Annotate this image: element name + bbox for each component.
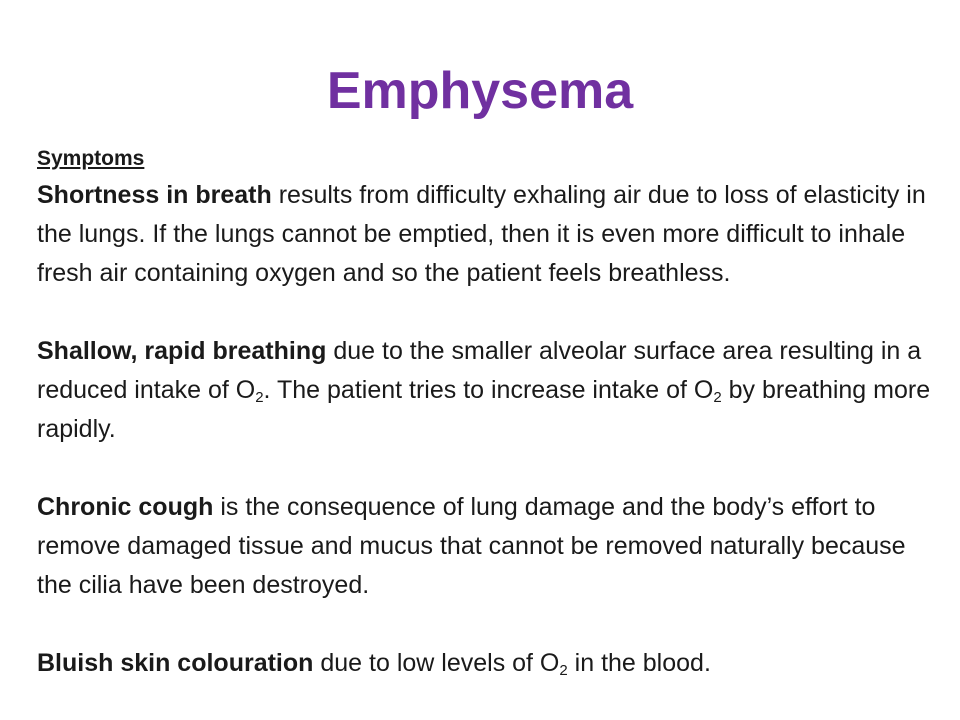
symptom-description: by breathing more rapidly. [37,376,931,443]
symptom-description: . The patient tries to increase intake of O [263,376,714,404]
symptom-description: is the consequence of lung damage and the body’s effort to remove damaged tissue and mucus that cannot be removed naturally because the cilia have been destroyed. [37,493,906,599]
symptom-term: Shallow, rapid breathing [37,337,327,365]
subscript: 2 [559,662,568,679]
subscript: 2 [255,389,264,406]
symptom-term: Chronic cough [37,493,214,521]
slide-body [37,142,937,683]
paragraph-gap [37,293,937,332]
symptom-shallow-breathing [37,332,937,449]
paragraph-gap [37,605,937,644]
symptom-description: due to the smaller alveolar surface area resulting in a reduced intake of O [37,337,922,404]
symptom-description: due to low levels of O [313,649,560,677]
subscript: 2 [713,389,722,406]
slide-title: Emphysema [326,62,634,120]
symptom-term: Bluish skin colouration [37,649,314,677]
symptom-description: in the blood. [567,649,711,677]
symptom-term: Shortness in breath [37,181,272,209]
symptom-bluish-skin [37,644,937,683]
symptom-chronic-cough [37,488,937,605]
paragraph-gap [37,449,937,488]
symptom-description: results from difficulty exhaling air due to loss of elasticity in the lungs. If the lungs cannot be emptied, then it is even more difficult to inhale fresh air containing oxygen and so the patient feels breathless. [37,181,926,287]
symptom-shortness-of-breath [37,176,937,293]
section-heading: Symptoms [37,147,145,170]
